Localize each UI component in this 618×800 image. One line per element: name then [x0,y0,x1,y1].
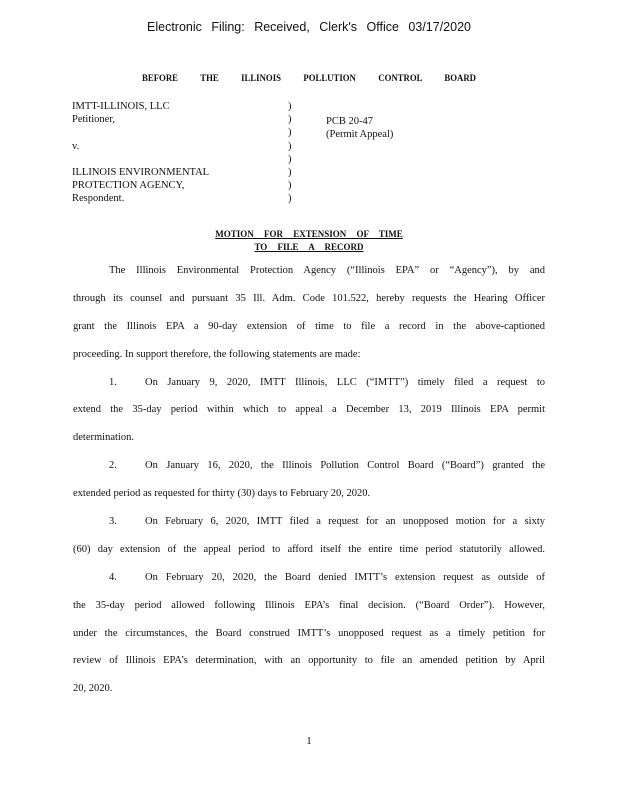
caption-paren: ) [288,153,292,165]
court-heading: BEFORE THE ILLINOIS POLLUTION CONTROL BOARD [142,74,476,84]
body-line: On January 9, 2020, IMTT Illinois, LLC (“IMTT”) timely filed a request to [145,376,545,388]
caption-spacer [72,153,282,166]
body-line: 20, 2020. [73,683,113,695]
page-number: 1 [306,735,312,747]
case-number-block [326,115,393,141]
caption-respondent-name-1: ILLINOIS ENVIRONMENTAL [72,166,210,178]
caption-respondent-role: Respondent. [72,193,125,205]
body-line: (60) day extension of the appeal period to afford itself the entire time period statutorily allowed. [73,543,545,555]
numbered-paragraph-1 [73,374,545,402]
caption-paren: ) [288,166,292,178]
caption-parties [72,100,282,206]
body-line: the 35-day period allowed following Illinois EPA’s final decision. (“Board Order”). However, [73,599,545,611]
caption-petitioner-role: Petitioner, [72,114,116,126]
body-line: determination. [73,432,134,444]
numbered-paragraph-3 [73,513,545,541]
paragraph-number: 1. [109,376,117,388]
case-type: (Permit Appeal) [326,129,394,141]
caption-petitioner-name: IMTT-ILLINOIS, LLC [72,101,170,112]
motion-body [73,262,545,708]
caption-paren: ) [288,114,292,126]
body-line: grant the Illinois EPA a 90-day extension of time to file a record in the above-captioned [73,320,545,332]
caption-respondent-name-2: PROTECTION AGENCY, [72,180,185,192]
motion-title [0,228,618,254]
motion-title-line-2: TO FILE A RECORD [254,242,364,252]
numbered-paragraph-4 [73,569,545,597]
paragraph-number: 3. [109,516,117,528]
paragraph-number: 4. [109,571,117,583]
body-line: On February 20, 2020, the Board denied IMTT’s extension request as outside of [145,571,545,583]
body-line: extend the 35-day period within which to appeal a December 13, 2019 Illinois EPA permit [73,404,545,416]
caption-spacer [72,126,282,139]
caption-parens [288,100,298,206]
case-number: PCB 20-47 [326,116,373,127]
body-line: through its counsel and pursuant 35 Ill. Adm. Code 101.522, hereby requests the Hearing Officer [73,292,545,304]
motion-title-line-1: MOTION FOR EXTENSION OF TIME [215,229,403,239]
caption-paren: ) [288,180,292,192]
body-line: On January 16, 2020, the Illinois Pollution Control Board (“Board”) granted the [145,460,545,472]
caption-paren: ) [288,101,292,112]
body-line: review of Illinois EPA’s determination, with an opportunity to file an amended petition by April [73,655,545,667]
body-line: extended period as requested for thirty (30) days to February 20, 2020. [73,488,371,500]
caption-paren: ) [288,193,292,205]
body-line: under the circumstances, the Board construed IMTT’s unopposed request as a timely petition for [73,627,545,639]
numbered-paragraph-2 [73,457,545,485]
body-line: On February 6, 2020, IMTT filed a request for an unopposed motion for a sixty [145,516,545,528]
filing-stamp: Electronic Filing: Received, Clerk's Office 03/17/2020 [147,20,471,34]
caption-versus: v. [72,140,80,152]
body-line: proceeding. In support therefore, the following statements are made: [73,348,361,360]
paragraph-number: 2. [109,460,117,472]
body-line: The Illinois Environmental Protection Agency (“Illinois EPA” or “Agency”), by and [109,265,545,276]
caption-paren: ) [288,140,292,152]
caption-paren: ) [288,127,292,139]
